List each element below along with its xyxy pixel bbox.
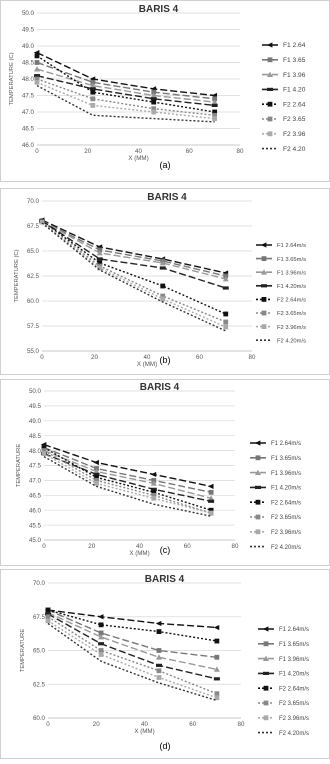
legend-marker [256, 529, 261, 534]
legend-label: F1 2.64m/s [271, 441, 302, 448]
legend-label: F2 3.65m/s [277, 311, 306, 318]
legend-marker [264, 641, 269, 646]
legend-label: F1 3.96m/s [277, 270, 306, 277]
legend-label: F2 4.20m/s [277, 338, 306, 345]
x-tick-label: 60 [196, 354, 203, 361]
x-tick-label: 20 [91, 354, 98, 361]
data-point [98, 642, 104, 645]
x-tick-label: 0 [40, 354, 44, 361]
data-point [90, 103, 95, 108]
y-tick-label: 47.5 [21, 92, 34, 100]
legend-label: F1 2.64m/s [279, 627, 310, 634]
legend-marker [268, 57, 273, 62]
data-point [35, 60, 40, 65]
data-point [157, 629, 162, 634]
y-tick-label: 48.5 [28, 432, 41, 440]
legend-label: F2 2.64 [283, 101, 306, 109]
data-point [212, 104, 218, 107]
data-point [151, 100, 156, 105]
chart-frame [1, 1, 330, 182]
x-axis-label: X (MM) [136, 361, 158, 368]
legend-marker [263, 672, 269, 675]
data-point [35, 80, 40, 85]
data-point [90, 90, 95, 95]
legend-marker [264, 701, 269, 706]
y-tick-label: 49.5 [21, 26, 34, 34]
x-axis-label: X (MM) [134, 728, 155, 735]
data-point [212, 116, 217, 121]
y-tick-label: 57.5 [26, 323, 39, 331]
x-tick-label: 80 [231, 543, 239, 550]
legend-marker [268, 131, 273, 136]
legend-label: F2 2.64m/s [271, 500, 302, 507]
legend-label: F1 3.65m/s [279, 642, 310, 648]
x-tick-label: 40 [143, 354, 151, 361]
panel-caption: (c) [159, 545, 171, 555]
x-tick-label: 40 [141, 721, 148, 728]
y-tick-label: 49.0 [28, 418, 41, 425]
y-tick-label: 60.0 [32, 715, 45, 723]
data-point [35, 54, 40, 59]
chart-title: BARIS 4 [144, 574, 185, 585]
x-tick-label: 60 [189, 721, 197, 728]
y-tick-label: 49.5 [28, 403, 41, 411]
data-point [156, 664, 162, 667]
legend-label: F1 3.65m/s [277, 256, 306, 263]
legend-label: F1 3.96m/s [271, 470, 302, 477]
legend-label: F2 2.64m/s [277, 297, 306, 304]
legend-label: F2 4.20m/s [279, 730, 310, 737]
legend-label: F2 3.96m/s [277, 324, 306, 331]
data-point [160, 297, 165, 302]
y-tick-label: 48.0 [28, 447, 41, 455]
legend-label: F2 3.96m/s [279, 716, 310, 722]
legend-label: F2 3.65 [283, 116, 306, 124]
y-tick-label: 50.0 [28, 388, 41, 396]
legend-label: F2 3.65m/s [279, 701, 310, 708]
chart-panel-4 [1, 570, 330, 759]
data-point [151, 110, 156, 115]
legend-label: F2 4.20m/s [271, 544, 302, 551]
data-point [223, 312, 228, 317]
x-tick-label: 0 [35, 148, 39, 155]
legend-label: F1 3.96 [283, 71, 306, 79]
data-point [214, 655, 219, 660]
y-tick-label: 62.5 [26, 273, 39, 281]
y-tick-label: 70.0 [26, 198, 39, 206]
legend-label: F2 2.64m/s [279, 686, 310, 693]
legend-label: F2 4.20 [283, 145, 306, 153]
data-point [157, 675, 162, 680]
y-axis-label: TEMPERATURE [20, 628, 26, 673]
y-tick-label: 62.5 [32, 681, 45, 689]
y-axis-label: TEMPERATURE [16, 443, 22, 488]
x-axis-label: X (MM) [129, 550, 150, 557]
legend-label: F2 3.96 [283, 131, 306, 138]
legend-marker [262, 324, 267, 329]
panel-caption: (d) [159, 741, 171, 751]
data-point [42, 451, 47, 456]
x-tick-label: 40 [136, 543, 143, 550]
y-tick-label: 46.0 [21, 142, 34, 150]
legend-label: F1 4.20m/s [279, 671, 310, 678]
chart-panel-1 [1, 1, 330, 182]
y-tick-label: 60.0 [26, 298, 39, 306]
data-point [214, 677, 220, 680]
x-tick-label: 20 [84, 148, 92, 155]
y-tick-label: 70.0 [32, 580, 45, 588]
legend-marker [264, 715, 269, 720]
legend-marker [268, 117, 273, 122]
legend-label: F1 3.65 [283, 57, 306, 64]
chart-frame [1, 189, 330, 375]
x-tick-label: 60 [183, 543, 191, 550]
x-tick-label: 0 [46, 721, 50, 728]
data-point [97, 266, 102, 271]
legend-label: F2 3.65m/s [271, 515, 302, 522]
chart-title: BARIS 4 [139, 382, 180, 393]
y-tick-label: 47.5 [28, 462, 41, 470]
y-tick-label: 46.0 [28, 507, 41, 515]
legend-label: F1 3.65m/s [271, 456, 302, 462]
x-tick-label: 20 [92, 721, 100, 728]
legend-marker [264, 686, 269, 691]
y-tick-label: 49.0 [21, 43, 34, 51]
data-point [157, 668, 162, 673]
y-tick-label: 50.0 [21, 10, 34, 18]
y-axis-label: TEMPERATURE (C) [9, 52, 15, 106]
legend-label: F1 4.20 [283, 86, 306, 94]
legend-label: F1 4.20m/s [271, 485, 302, 492]
y-tick-label: 55.0 [26, 348, 39, 356]
legend-marker [261, 284, 267, 287]
data-point [209, 511, 214, 516]
data-point [46, 608, 51, 613]
legend-marker [267, 88, 273, 91]
data-point [151, 496, 156, 501]
y-tick-label: 45.5 [28, 522, 41, 530]
data-point [99, 652, 104, 657]
y-tick-label: 65.0 [26, 248, 39, 256]
x-axis-label: X (MM) [128, 155, 149, 162]
chart-panel-3 [1, 380, 330, 566]
x-tick-label: 80 [236, 148, 244, 155]
panel-caption: (a) [159, 160, 171, 170]
legend-label: F1 3.96m/s [279, 656, 310, 663]
legend-marker [262, 311, 267, 316]
y-tick-label: 47.0 [21, 109, 34, 117]
panel-caption: (b) [159, 355, 171, 365]
x-tick-label: 80 [237, 721, 245, 728]
data-point [90, 96, 95, 101]
legend-marker [262, 297, 267, 302]
data-point [223, 286, 229, 289]
legend-label: F1 4.20m/s [277, 284, 306, 290]
data-point [208, 500, 214, 503]
x-tick-label: 60 [185, 148, 193, 155]
data-point [46, 618, 51, 623]
x-tick-label: 80 [248, 354, 256, 361]
data-point [157, 648, 162, 653]
y-tick-label: 48.0 [21, 76, 34, 84]
y-tick-label: 46.5 [21, 125, 34, 133]
data-point [223, 325, 228, 330]
legend-label: F2 3.96m/s [271, 530, 302, 536]
legend-label: F1 2.64 [283, 42, 306, 50]
chart-panel-2 [1, 189, 330, 375]
legend-marker [256, 515, 261, 520]
y-tick-label: 46.5 [28, 492, 41, 500]
legend-label: F1 2.64m/s [277, 243, 306, 250]
legend-marker [268, 102, 273, 107]
chart-title: BARIS 4 [147, 192, 187, 203]
y-tick-label: 67.5 [32, 613, 45, 621]
y-tick-label: 65.0 [32, 647, 45, 655]
legend-marker [256, 455, 261, 460]
y-tick-label: 67.5 [26, 223, 39, 231]
data-point [97, 257, 103, 260]
x-tick-label: 20 [88, 543, 96, 550]
legend-marker [256, 500, 261, 505]
y-tick-label: 48.5 [21, 59, 34, 67]
y-tick-label: 45.0 [28, 537, 41, 545]
x-tick-label: 40 [135, 148, 142, 155]
chart-title: BARIS 4 [138, 4, 179, 15]
data-point [94, 481, 99, 486]
data-point [209, 490, 214, 495]
data-point [160, 266, 166, 269]
legend-marker [262, 256, 267, 261]
data-point [223, 320, 228, 325]
data-point [99, 622, 104, 627]
data-point [160, 284, 165, 289]
data-point [214, 639, 219, 644]
x-tick-label: 0 [42, 543, 46, 550]
legend-marker [255, 486, 261, 489]
y-axis-label: TEMPERATURE (C) [14, 249, 20, 303]
y-tick-label: 47.0 [28, 477, 41, 485]
